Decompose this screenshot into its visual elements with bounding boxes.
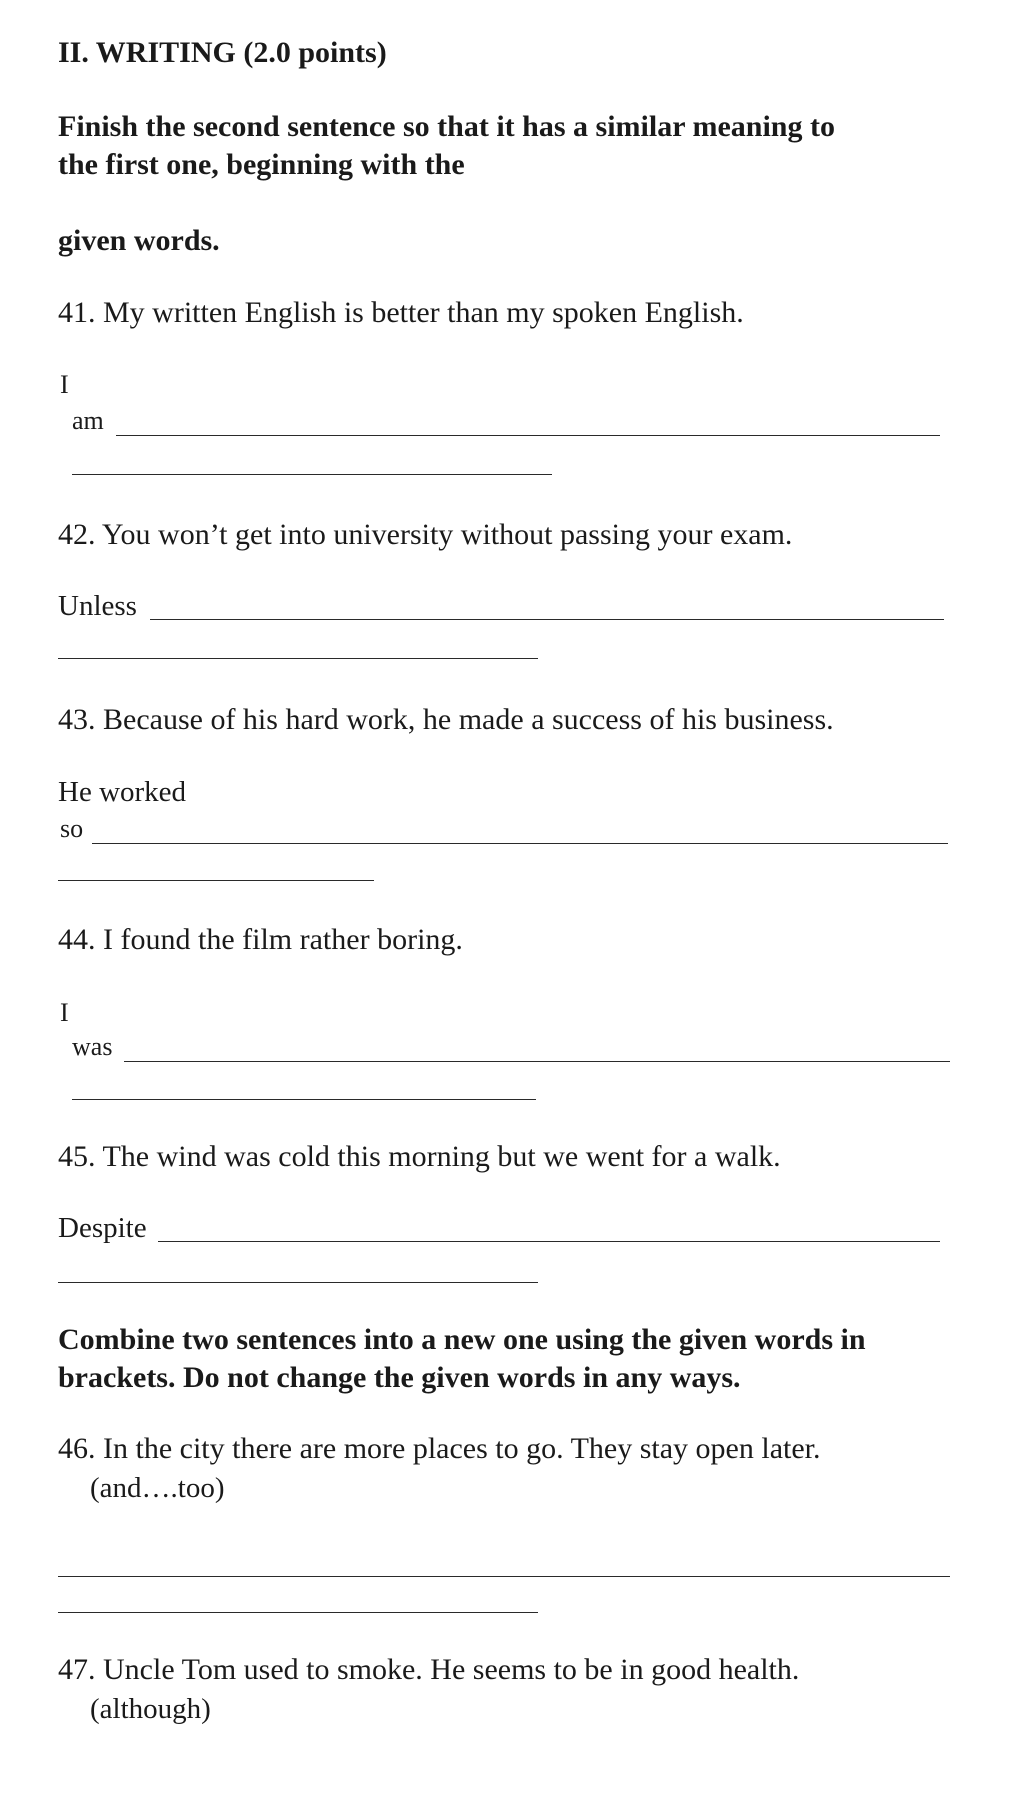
question-47-hint: (although) bbox=[90, 1693, 211, 1725]
question-44-start-word: I bbox=[60, 998, 69, 1027]
instruction-line-1: Finish the second sentence so that it has a similar meaning to bbox=[58, 110, 835, 143]
answer-line-43b[interactable] bbox=[58, 880, 374, 881]
question-44-prompt: 44. I found the film rather boring. bbox=[58, 923, 463, 956]
question-43-prompt: 43. Because of his hard work, he made a success of his business. bbox=[58, 703, 834, 736]
answer-line-44a[interactable] bbox=[124, 1061, 950, 1062]
question-47-prompt: 47. Uncle Tom used to smoke. He seems to be in good health. bbox=[58, 1653, 800, 1686]
question-44-start-word-2: was bbox=[72, 1032, 113, 1061]
question-45-start-word: Despite bbox=[58, 1212, 147, 1244]
question-41-prompt: 41. My written English is better than my spoken English. bbox=[58, 296, 744, 329]
answer-line-41a[interactable] bbox=[116, 435, 940, 436]
section-title: II. WRITING (2.0 points) bbox=[58, 36, 387, 69]
instruction-line-3: given words. bbox=[58, 224, 220, 257]
answer-line-43a[interactable] bbox=[92, 843, 948, 844]
answer-line-44b[interactable] bbox=[72, 1099, 536, 1100]
question-41-start-word: I bbox=[60, 370, 69, 399]
question-42-start-word: Unless bbox=[58, 590, 137, 622]
question-43-start-word: He worked bbox=[58, 776, 187, 808]
question-43-start-word-2: so bbox=[60, 814, 84, 843]
combine-instruction-line-1: Combine two sentences into a new one using the given words in bbox=[58, 1323, 866, 1356]
question-46-hint: (and….too) bbox=[90, 1472, 225, 1504]
answer-line-45b[interactable] bbox=[58, 1282, 538, 1283]
answer-line-46b[interactable] bbox=[58, 1612, 538, 1613]
answer-line-46a[interactable] bbox=[58, 1576, 950, 1577]
instruction-line-2: the first one, beginning with the bbox=[58, 148, 465, 181]
combine-instruction-line-2: brackets. Do not change the given words in any ways. bbox=[58, 1361, 741, 1394]
question-45-prompt: 45. The wind was cold this morning but we went for a walk. bbox=[58, 1140, 781, 1173]
answer-line-42a[interactable] bbox=[150, 619, 944, 620]
question-46-prompt: 46. In the city there are more places to go. They stay open later. bbox=[58, 1432, 821, 1465]
question-41-start-word-2: am bbox=[72, 406, 104, 435]
question-42-prompt: 42. You won’t get into university without passing your exam. bbox=[58, 518, 793, 551]
answer-line-42b[interactable] bbox=[58, 658, 538, 659]
answer-line-41b[interactable] bbox=[72, 474, 552, 475]
answer-line-45a[interactable] bbox=[158, 1241, 940, 1242]
